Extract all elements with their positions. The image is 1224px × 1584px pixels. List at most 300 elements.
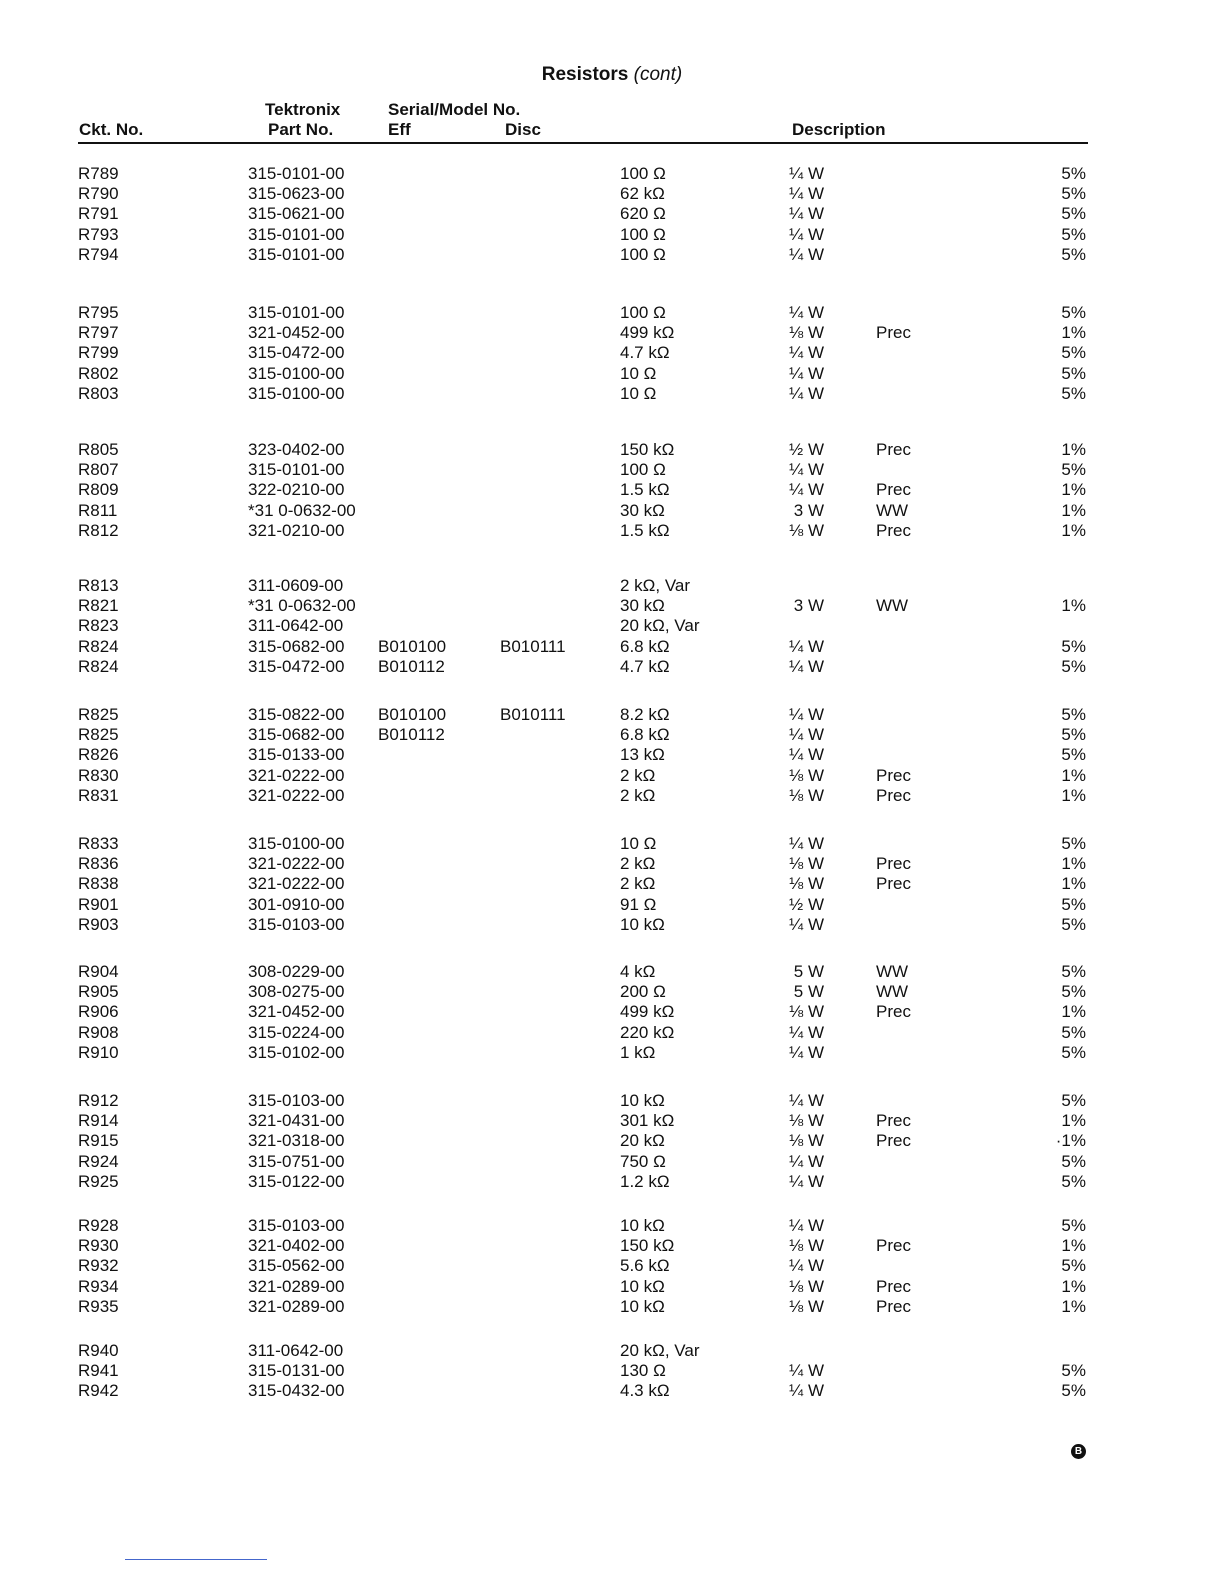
cell-val: 100 Ω bbox=[620, 303, 666, 322]
cell-tol: 5% bbox=[1061, 343, 1086, 363]
cell-watt: 3 W bbox=[793, 500, 824, 520]
cell-part: 315-0101-00 bbox=[248, 244, 345, 264]
cell-watt: ¼ W bbox=[789, 834, 824, 853]
cell-ckt: R836 bbox=[78, 854, 119, 874]
table-row bbox=[0, 1152, 1224, 1172]
cell-val: 1.5 kΩ bbox=[620, 520, 670, 540]
cell-tol: 1% bbox=[1061, 1111, 1086, 1131]
cell-ckt: R825 bbox=[78, 725, 119, 745]
cell-val: 100 Ω bbox=[620, 224, 666, 244]
cell-type: Prec bbox=[876, 785, 911, 805]
cell-tol: 5% bbox=[1061, 1151, 1086, 1171]
table-row bbox=[0, 204, 1224, 224]
table-row bbox=[0, 637, 1224, 657]
table-row bbox=[0, 962, 1224, 982]
cell-type: Prec bbox=[876, 520, 911, 540]
cell-val: 10 kΩ bbox=[620, 1216, 665, 1235]
table-row bbox=[0, 1236, 1224, 1256]
cell-val: 4.7 kΩ bbox=[620, 656, 670, 676]
table-row bbox=[0, 1381, 1224, 1401]
table-row bbox=[0, 576, 1224, 596]
cell-tol: 5% bbox=[1061, 164, 1086, 183]
table-row bbox=[0, 616, 1224, 636]
cell-watt: ¼ W bbox=[789, 1022, 824, 1042]
cell-watt: ¼ W bbox=[789, 303, 824, 322]
cell-ckt: R930 bbox=[78, 1236, 119, 1256]
cell-type: Prec bbox=[876, 1276, 911, 1296]
cell-val: 20 kΩ, Var bbox=[620, 1341, 700, 1360]
cell-watt: ¼ W bbox=[789, 725, 824, 745]
cell-tol: 5% bbox=[1061, 184, 1086, 204]
cell-part: 315-0102-00 bbox=[248, 1042, 345, 1062]
cell-part: 315-0101-00 bbox=[248, 460, 345, 480]
cell-ckt: R934 bbox=[78, 1276, 119, 1296]
cell-tol: 1% bbox=[1061, 1236, 1086, 1256]
cell-ckt: R903 bbox=[78, 914, 119, 934]
cell-val: 10 kΩ bbox=[620, 1091, 665, 1110]
cell-part: *31 0-0632-00 bbox=[248, 596, 356, 616]
cell-val: 91 Ω bbox=[620, 894, 657, 914]
cell-part: 315-0224-00 bbox=[248, 1022, 345, 1042]
cell-val: 150 kΩ bbox=[620, 440, 675, 459]
cell-ckt: R813 bbox=[78, 576, 119, 595]
table-row bbox=[0, 657, 1224, 677]
cell-val: 2 kΩ bbox=[620, 765, 656, 785]
cell-tol: 1% bbox=[1061, 480, 1086, 500]
table-row bbox=[0, 1256, 1224, 1276]
cell-val: 5.6 kΩ bbox=[620, 1256, 670, 1276]
cell-val: 62 kΩ bbox=[620, 184, 665, 204]
cell-part: 315-0822-00 bbox=[248, 705, 345, 724]
table-row bbox=[0, 1277, 1224, 1297]
table-row bbox=[0, 895, 1224, 915]
cell-val: 10 Ω bbox=[620, 383, 657, 403]
cell-watt: ¼ W bbox=[789, 224, 824, 244]
cell-ckt: R833 bbox=[78, 834, 119, 853]
cell-part: 321-0222-00 bbox=[248, 765, 345, 785]
cell-val: 20 kΩ, Var bbox=[620, 616, 700, 636]
cell-watt: ¼ W bbox=[789, 914, 824, 934]
cell-tol: 5% bbox=[1061, 383, 1086, 403]
cell-part: 323-0402-00 bbox=[248, 440, 345, 459]
cell-ckt: R924 bbox=[78, 1151, 119, 1171]
cell-ckt: R906 bbox=[78, 1002, 119, 1022]
cell-ckt: R789 bbox=[78, 164, 119, 183]
cell-part: 315-0103-00 bbox=[248, 1216, 345, 1235]
cell-val: 10 kΩ bbox=[620, 914, 665, 934]
cell-type: WW bbox=[876, 982, 909, 1002]
cell-watt: ¼ W bbox=[789, 1171, 824, 1191]
cell-type: Prec bbox=[876, 1002, 911, 1022]
cell-type: Prec bbox=[876, 480, 911, 500]
cell-type: Prec bbox=[876, 323, 911, 343]
cell-watt: ¼ W bbox=[789, 383, 824, 403]
cell-ckt: R935 bbox=[78, 1296, 119, 1316]
header-description: Description bbox=[792, 120, 886, 139]
cell-watt: ¼ W bbox=[789, 480, 824, 500]
cell-tol: 1% bbox=[1061, 874, 1086, 894]
header-ckt-no: Ckt. No. bbox=[79, 120, 144, 139]
cell-tol: 5% bbox=[1061, 1042, 1086, 1062]
cell-ckt: R942 bbox=[78, 1381, 119, 1401]
cell-val: 1.2 kΩ bbox=[620, 1171, 670, 1191]
cell-tol: 5% bbox=[1061, 1171, 1086, 1191]
cell-tol: 5% bbox=[1061, 1361, 1086, 1381]
cell-tol: 5% bbox=[1061, 244, 1086, 264]
cell-val: 130 Ω bbox=[620, 1361, 666, 1381]
cell-val: 6.8 kΩ bbox=[620, 725, 670, 745]
cell-part: 315-0101-00 bbox=[248, 164, 345, 183]
cell-part: 311-0642-00 bbox=[248, 1341, 344, 1360]
cell-ckt: R793 bbox=[78, 224, 119, 244]
table-row bbox=[0, 874, 1224, 894]
table-row bbox=[0, 1043, 1224, 1063]
cell-tol: 5% bbox=[1061, 894, 1086, 914]
table-row bbox=[0, 1341, 1224, 1361]
cell-watt: ¼ W bbox=[789, 656, 824, 676]
cell-part: 315-0100-00 bbox=[248, 383, 345, 403]
cell-watt: ¼ W bbox=[789, 164, 824, 183]
cell-part: 308-0229-00 bbox=[248, 962, 345, 981]
table-row bbox=[0, 164, 1224, 184]
table-row bbox=[0, 460, 1224, 480]
cell-eff: B010112 bbox=[378, 725, 445, 745]
cell-ckt: R904 bbox=[78, 962, 119, 981]
cell-watt: ¼ W bbox=[789, 636, 824, 656]
cell-ckt: R797 bbox=[78, 323, 119, 343]
cell-tol: 1% bbox=[1061, 1002, 1086, 1022]
cell-ckt: R830 bbox=[78, 765, 119, 785]
table-row bbox=[0, 1111, 1224, 1131]
cell-watt: ⅛ W bbox=[789, 1296, 824, 1316]
cell-ckt: R826 bbox=[78, 745, 119, 765]
cell-watt: 5 W bbox=[793, 962, 824, 981]
cell-part: 301-0910-00 bbox=[248, 894, 345, 914]
cell-tol: 1% bbox=[1061, 1296, 1086, 1316]
cell-tol: 5% bbox=[1061, 303, 1086, 322]
cell-ckt: R805 bbox=[78, 440, 119, 459]
cell-ckt: R824 bbox=[78, 656, 119, 676]
cell-type: Prec bbox=[876, 874, 911, 894]
cell-disc: B010111 bbox=[500, 636, 566, 656]
cell-eff: B010100 bbox=[378, 705, 447, 724]
cell-part: 321-0318-00 bbox=[248, 1131, 345, 1151]
cell-part: 321-0402-00 bbox=[248, 1236, 345, 1256]
footer-line bbox=[125, 1559, 267, 1560]
table-row bbox=[0, 766, 1224, 786]
cell-ckt: R803 bbox=[78, 383, 119, 403]
cell-disc: B010111 bbox=[500, 705, 566, 724]
cell-watt: ⅛ W bbox=[789, 1131, 824, 1151]
cell-val: 100 Ω bbox=[620, 164, 666, 183]
cell-val: 10 Ω bbox=[620, 834, 657, 853]
cell-ckt: R831 bbox=[78, 785, 119, 805]
cell-eff: B010100 bbox=[378, 636, 447, 656]
cell-watt: ¼ W bbox=[789, 184, 824, 204]
cell-tol: 5% bbox=[1061, 725, 1086, 745]
cell-ckt: R790 bbox=[78, 184, 119, 204]
table-row bbox=[0, 1091, 1224, 1111]
table-row bbox=[0, 225, 1224, 245]
cell-val: 30 kΩ bbox=[620, 596, 665, 616]
table-row bbox=[0, 501, 1224, 521]
cell-watt: ⅛ W bbox=[789, 520, 824, 540]
cell-type: Prec bbox=[876, 1131, 911, 1151]
cell-val: 2 kΩ bbox=[620, 785, 656, 805]
cell-eff: B010112 bbox=[378, 656, 445, 676]
cell-ckt: R838 bbox=[78, 874, 119, 894]
title-cont: (cont) bbox=[633, 64, 683, 85]
header-tektronix: Tektronix bbox=[265, 100, 341, 119]
cell-tol: 5% bbox=[1061, 204, 1086, 224]
cell-part: 315-0682-00 bbox=[248, 725, 345, 745]
revision-mark: B bbox=[1071, 1444, 1086, 1459]
cell-val: 6.8 kΩ bbox=[620, 636, 670, 656]
cell-val: 4 kΩ bbox=[620, 962, 656, 981]
cell-val: 8.2 kΩ bbox=[620, 705, 670, 724]
cell-type: Prec bbox=[876, 1111, 911, 1131]
cell-part: 315-0472-00 bbox=[248, 343, 345, 363]
cell-part: 315-0432-00 bbox=[248, 1381, 345, 1401]
cell-val: 20 kΩ bbox=[620, 1131, 665, 1151]
cell-type: WW bbox=[876, 596, 909, 616]
cell-tol: 5% bbox=[1061, 834, 1086, 853]
cell-type: Prec bbox=[876, 440, 911, 459]
cell-ckt: R905 bbox=[78, 982, 119, 1002]
cell-watt: ⅛ W bbox=[789, 1002, 824, 1022]
table-row bbox=[0, 982, 1224, 1002]
cell-watt: ¼ W bbox=[789, 1151, 824, 1171]
table-row bbox=[0, 440, 1224, 460]
cell-part: 315-0101-00 bbox=[248, 224, 345, 244]
cell-tol: ·1% bbox=[1055, 1131, 1086, 1151]
cell-part: 315-0682-00 bbox=[248, 636, 345, 656]
cell-ckt: R928 bbox=[78, 1216, 119, 1235]
cell-part: 321-0222-00 bbox=[248, 785, 345, 805]
cell-val: 30 kΩ bbox=[620, 500, 665, 520]
cell-ckt: R794 bbox=[78, 244, 119, 264]
cell-val: 620 Ω bbox=[620, 204, 666, 224]
cell-part: 322-0210-00 bbox=[248, 480, 345, 500]
table-row bbox=[0, 1172, 1224, 1192]
cell-part: 321-0222-00 bbox=[248, 874, 345, 894]
cell-ckt: R941 bbox=[78, 1361, 119, 1381]
cell-part: 311-0609-00 bbox=[248, 576, 344, 595]
cell-watt: ¼ W bbox=[789, 1216, 824, 1235]
cell-part: 308-0275-00 bbox=[248, 982, 345, 1002]
cell-watt: ¼ W bbox=[789, 1256, 824, 1276]
table-row bbox=[0, 705, 1224, 725]
cell-type: WW bbox=[876, 962, 909, 981]
cell-val: 1.5 kΩ bbox=[620, 480, 670, 500]
cell-ckt: R825 bbox=[78, 705, 119, 724]
cell-type: Prec bbox=[876, 854, 911, 874]
cell-tol: 1% bbox=[1061, 323, 1086, 343]
cell-ckt: R824 bbox=[78, 636, 119, 656]
cell-part: 315-0472-00 bbox=[248, 656, 345, 676]
table-row bbox=[0, 725, 1224, 745]
cell-watt: ½ W bbox=[789, 894, 824, 914]
table-row bbox=[0, 303, 1224, 323]
cell-tol: 1% bbox=[1061, 854, 1086, 874]
cell-watt: ¼ W bbox=[789, 244, 824, 264]
cell-tol: 5% bbox=[1061, 914, 1086, 934]
cell-tol: 5% bbox=[1061, 745, 1086, 765]
cell-tol: 5% bbox=[1061, 962, 1086, 981]
table-row bbox=[0, 786, 1224, 806]
cell-val: 2 kΩ bbox=[620, 874, 656, 894]
cell-val: 220 kΩ bbox=[620, 1022, 675, 1042]
cell-ckt: R799 bbox=[78, 343, 119, 363]
cell-tol: 5% bbox=[1061, 1381, 1086, 1401]
cell-ckt: R914 bbox=[78, 1111, 119, 1131]
cell-ckt: R802 bbox=[78, 363, 119, 383]
cell-ckt: R812 bbox=[78, 520, 119, 540]
title-main: Resistors bbox=[541, 64, 629, 85]
cell-watt: ⅛ W bbox=[789, 765, 824, 785]
cell-watt: ¼ W bbox=[789, 343, 824, 363]
cell-tol: 1% bbox=[1061, 440, 1086, 459]
cell-watt: ¼ W bbox=[789, 1091, 824, 1110]
cell-val: 100 Ω bbox=[620, 244, 666, 264]
header-eff: Eff bbox=[388, 120, 411, 139]
cell-watt: ⅛ W bbox=[789, 1111, 824, 1131]
cell-watt: ¼ W bbox=[789, 705, 824, 724]
cell-ckt: R811 bbox=[78, 500, 118, 520]
cell-watt: ¼ W bbox=[789, 1042, 824, 1062]
cell-part: 321-0210-00 bbox=[248, 520, 345, 540]
header-disc: Disc bbox=[505, 120, 541, 139]
table-row bbox=[0, 915, 1224, 935]
cell-watt: ¼ W bbox=[789, 1361, 824, 1381]
cell-watt: ⅛ W bbox=[789, 854, 824, 874]
cell-ckt: R823 bbox=[78, 616, 119, 636]
cell-ckt: R940 bbox=[78, 1341, 119, 1360]
cell-part: 321-0289-00 bbox=[248, 1276, 345, 1296]
cell-ckt: R908 bbox=[78, 1022, 119, 1042]
cell-tol: 5% bbox=[1061, 1216, 1086, 1235]
cell-watt: ⅛ W bbox=[789, 1236, 824, 1256]
table-row bbox=[0, 480, 1224, 500]
cell-val: 301 kΩ bbox=[620, 1111, 675, 1131]
cell-part: 315-0621-00 bbox=[248, 204, 345, 224]
cell-val: 2 kΩ, Var bbox=[620, 576, 691, 595]
cell-val: 150 kΩ bbox=[620, 1236, 675, 1256]
cell-part: 321-0452-00 bbox=[248, 323, 345, 343]
cell-ckt: R925 bbox=[78, 1171, 119, 1191]
cell-watt: ⅛ W bbox=[789, 874, 824, 894]
cell-watt: ⅛ W bbox=[789, 323, 824, 343]
table-row bbox=[0, 384, 1224, 404]
cell-val: 499 kΩ bbox=[620, 1002, 675, 1022]
table-row bbox=[0, 1023, 1224, 1043]
cell-part: 315-0562-00 bbox=[248, 1256, 345, 1276]
table-row bbox=[0, 1216, 1224, 1236]
cell-watt: 3 W bbox=[793, 596, 824, 616]
cell-watt: ¼ W bbox=[789, 363, 824, 383]
cell-tol: 1% bbox=[1061, 785, 1086, 805]
header-part-no: Part No. bbox=[268, 120, 334, 139]
cell-tol: 5% bbox=[1061, 363, 1086, 383]
table-row bbox=[0, 323, 1224, 343]
table-row bbox=[0, 364, 1224, 384]
cell-tol: 5% bbox=[1061, 1256, 1086, 1276]
table-row bbox=[0, 1131, 1224, 1151]
cell-tol: 5% bbox=[1061, 460, 1086, 480]
cell-watt: ⅛ W bbox=[789, 1276, 824, 1296]
cell-type: WW bbox=[876, 500, 909, 520]
cell-part: *31 0-0632-00 bbox=[248, 500, 356, 520]
table-row bbox=[0, 1297, 1224, 1317]
table-row bbox=[0, 596, 1224, 616]
cell-val: 13 kΩ bbox=[620, 745, 665, 765]
cell-ckt: R821 bbox=[78, 596, 119, 616]
cell-ckt: R932 bbox=[78, 1256, 119, 1276]
table-row bbox=[0, 854, 1224, 874]
table-row bbox=[0, 245, 1224, 265]
table-row bbox=[0, 184, 1224, 204]
cell-watt: ¼ W bbox=[789, 204, 824, 224]
table-row bbox=[0, 1002, 1224, 1022]
cell-tol: 5% bbox=[1061, 1091, 1086, 1110]
cell-ckt: R791 bbox=[78, 204, 119, 224]
cell-watt: ⅛ W bbox=[789, 785, 824, 805]
cell-val: 4.7 kΩ bbox=[620, 343, 670, 363]
cell-tol: 5% bbox=[1061, 1022, 1086, 1042]
cell-part: 321-0431-00 bbox=[248, 1111, 345, 1131]
cell-ckt: R795 bbox=[78, 303, 119, 322]
cell-tol: 1% bbox=[1061, 1276, 1086, 1296]
cell-watt: ¼ W bbox=[789, 745, 824, 765]
cell-type: Prec bbox=[876, 765, 911, 785]
cell-part: 321-0289-00 bbox=[248, 1296, 345, 1316]
cell-part: 315-0100-00 bbox=[248, 363, 345, 383]
cell-watt: 5 W bbox=[793, 982, 824, 1002]
cell-type: Prec bbox=[876, 1236, 911, 1256]
cell-part: 315-0100-00 bbox=[248, 834, 345, 853]
cell-tol: 5% bbox=[1061, 636, 1086, 656]
cell-part: 315-0103-00 bbox=[248, 914, 345, 934]
cell-tol: 5% bbox=[1061, 705, 1086, 724]
cell-ckt: R910 bbox=[78, 1042, 119, 1062]
cell-part: 315-0133-00 bbox=[248, 745, 345, 765]
cell-part: 321-0222-00 bbox=[248, 854, 345, 874]
cell-watt: ¼ W bbox=[789, 460, 824, 480]
cell-val: 10 Ω bbox=[620, 363, 657, 383]
cell-part: 315-0623-00 bbox=[248, 184, 345, 204]
cell-val: 200 Ω bbox=[620, 982, 666, 1002]
cell-val: 2 kΩ bbox=[620, 854, 656, 874]
cell-ckt: R807 bbox=[78, 460, 119, 480]
header-serial-model: Serial/Model No. bbox=[388, 100, 521, 119]
cell-tol: 1% bbox=[1061, 596, 1086, 616]
cell-part: 315-0122-00 bbox=[248, 1171, 345, 1191]
table-row bbox=[0, 1361, 1224, 1381]
cell-type: Prec bbox=[876, 1296, 911, 1316]
cell-tol: 1% bbox=[1061, 500, 1086, 520]
cell-tol: 1% bbox=[1061, 520, 1086, 540]
cell-val: 499 kΩ bbox=[620, 323, 675, 343]
table-row bbox=[0, 343, 1224, 363]
cell-tol: 5% bbox=[1061, 982, 1086, 1002]
cell-watt: ½ W bbox=[789, 440, 824, 459]
cell-ckt: R809 bbox=[78, 480, 119, 500]
cell-part: 321-0452-00 bbox=[248, 1002, 345, 1022]
cell-val: 750 Ω bbox=[620, 1151, 666, 1171]
cell-part: 315-0101-00 bbox=[248, 303, 345, 322]
cell-ckt: R901 bbox=[78, 894, 119, 914]
cell-part: 315-0103-00 bbox=[248, 1091, 345, 1110]
